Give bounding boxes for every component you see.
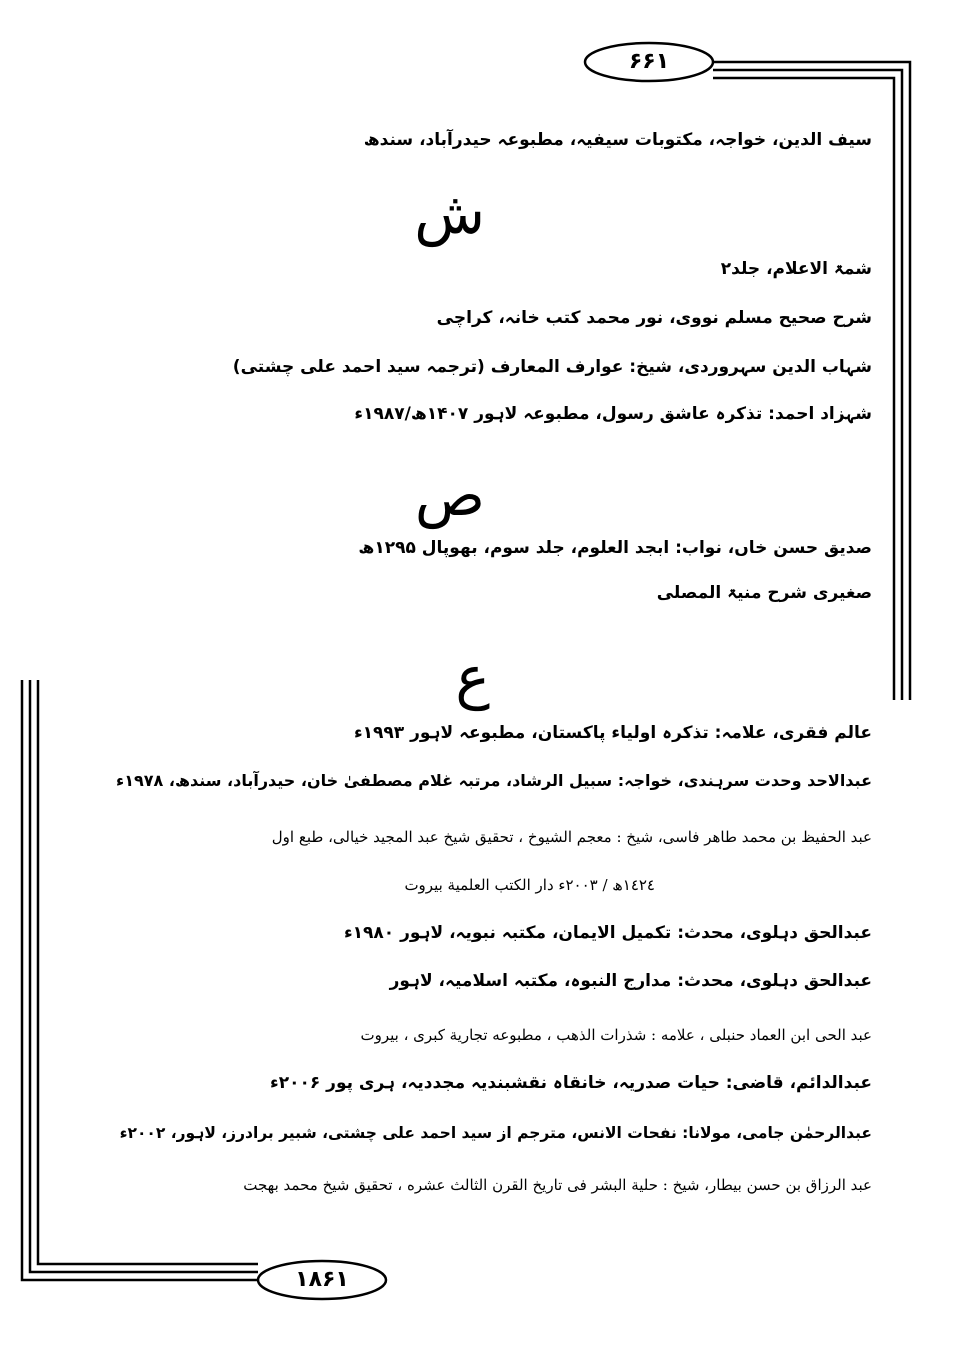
section-letter-saad: ص xyxy=(414,461,485,529)
entry-line-continuation: ١٤٢٤ھ / ٢٠٠٣ء دار الکتب العلمية بيروت xyxy=(404,876,655,894)
entry-line: شمۃ الاعلام، جلد۲ xyxy=(720,259,872,279)
entry-line: عبدالحق دہلوی، محدث: تکمیل الایمان، مکتبہ نبویہ، لاہور ۱۹۸۰ء xyxy=(343,923,872,943)
entry-line: شرح صحیح مسلم نووی، نور محمد کتب خانہ، کراچی xyxy=(436,308,872,328)
entry-line: صغیری شرح منیۃ المصلی xyxy=(656,583,872,603)
entry-line: صدیق حسن خاں، نواب: ابجد العلوم، جلد سوم، بھوپال ۱۲۹۵ھ xyxy=(358,538,872,558)
entry-line: عبدالاحد وحدت سرہندی، خواجہ: سبیل الرشاد، مرتبہ غلام مصطفیٰ خان، حیدرآباد، سندھ، ۱۹۷۸ء xyxy=(116,771,872,790)
section-letter-shin: ش xyxy=(414,179,485,247)
entry-line: عالم فقری، علامہ: تذکرہ اولیاء پاکستان، مطبوعہ لاہور ۱۹۹۳ء xyxy=(353,723,872,743)
entry-line: عبد الحفیظ بن محمد طاهر فاسی، شیخ : معجم الشیوخ ، تحقیق شیخ عبد المجید خیالی، طبع اول xyxy=(271,828,872,846)
bottom-page-number: ۱۸۶۱ xyxy=(295,1267,349,1292)
section-letter-ain: ع xyxy=(455,643,490,711)
entry-line: شہزاد احمد: تذکرہ عاشق رسول، مطبوعہ لاہور ۱۴۰۷ھ/۱۹۸۷ء xyxy=(354,404,872,424)
entry-line: عبدالرحمٰن جامی، مولانا: نفحات الانس، مترجم از سید احمد علی چشتی، شبیر برادرز، لاہور، ۲۰۰۲ء xyxy=(119,1124,872,1142)
entry-line: سیف الدین، خواجہ، مکتوبات سیفیہ، مطبوعہ حیدرآباد، سندھ xyxy=(363,130,872,150)
entry-line: عبدالدائم، قاضی: حیات صدریہ، خانقاہ نقشبندیہ مجددیہ، ہری پور ۲۰۰۶ء xyxy=(270,1073,872,1093)
entry-line: عبد الرزاق بن حسن بيطار، شیخ : حلية البشر فی تاریخ القرن الثالث عشره ، تحقيق شيخ محمد بهجت xyxy=(243,1176,872,1194)
top-page-number: ۶۶۱ xyxy=(628,49,670,74)
entry-line: عبدالحق دہلوی، محدث: مدارج النبوہ، مکتبہ اسلامیہ، لاہور xyxy=(389,971,872,991)
entry-line: عبد الحی ابن العماد حنبلی ، علامه : شذرات الذهب ، مطبوعه تجارية كبرى ، بيروت xyxy=(360,1026,872,1044)
entry-line: شہاب الدین سہروردی، شیخ: عوارف المعارف (ترجمہ سید احمد علی چشتی) xyxy=(232,357,872,377)
